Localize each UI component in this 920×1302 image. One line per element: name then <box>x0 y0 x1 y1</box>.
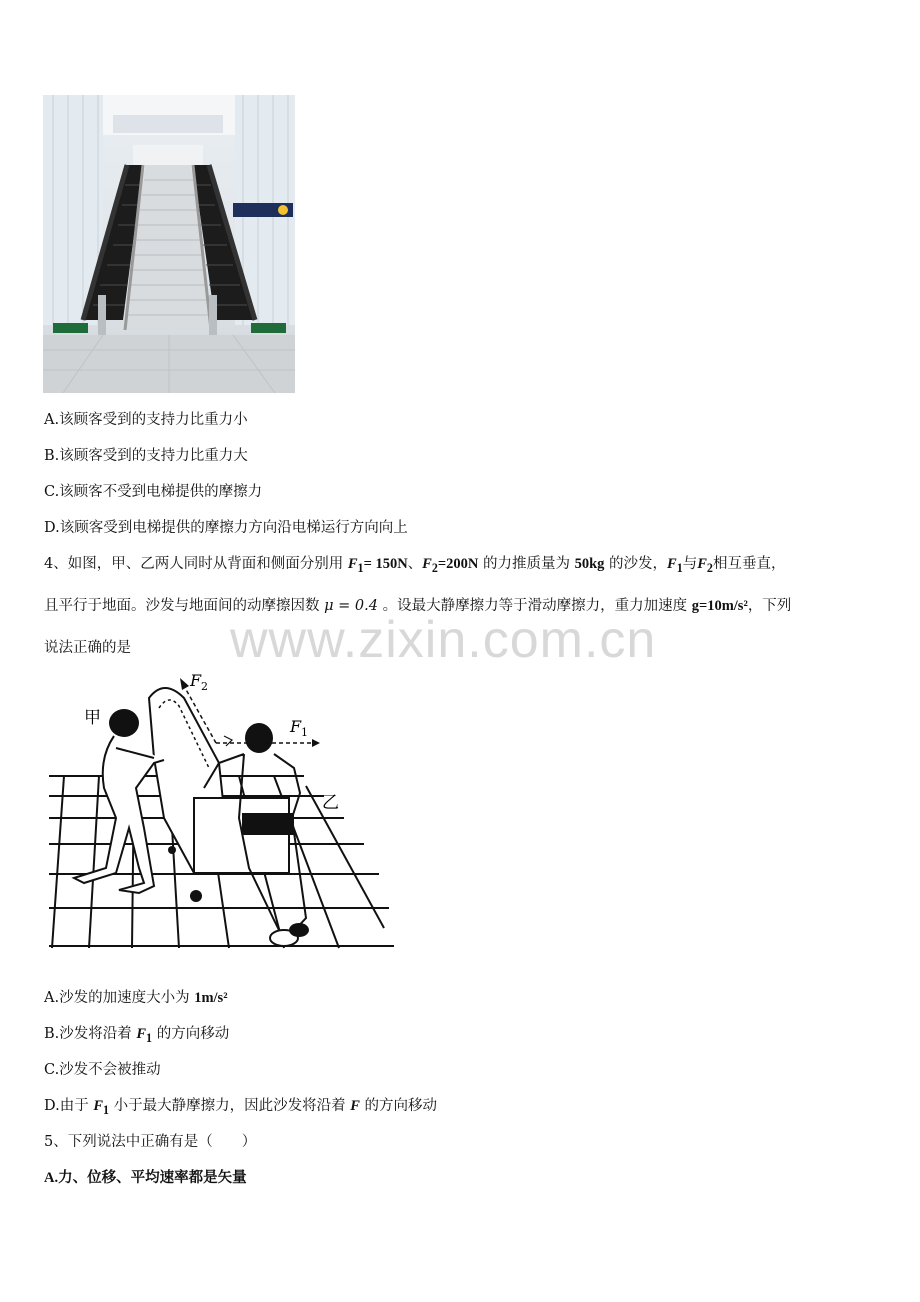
separator: 、 <box>407 556 423 572</box>
q5-stem: 5、下列说法中正确有是（ ） <box>44 1134 257 1150</box>
f1-value: = 150N <box>363 556 408 572</box>
q4-option-b-pre: B.沙发将沿着 <box>44 1026 137 1042</box>
q4-text-3: 的沙发， <box>604 556 668 572</box>
q4-stem-line-1 <box>44 554 785 578</box>
q4-option-d-sub: 1 <box>103 1102 110 1117</box>
q4-option-a <box>44 988 228 1008</box>
q4-option-d <box>44 1096 437 1120</box>
q4-option-b <box>44 1024 229 1048</box>
q4-stem-line-3: 说法正确的是 <box>44 640 131 656</box>
q4-option-c: C.沙发不会被推动 <box>44 1062 161 1078</box>
q4-option-d-sym2: F <box>350 1098 360 1114</box>
f1-subscript-2: 1 <box>676 560 683 575</box>
q4-option-d-pre: D.由于 <box>44 1098 94 1114</box>
q4-option-b-sub: 1 <box>146 1030 153 1045</box>
q4-text-7: 。设最大静摩擦力等于滑动摩擦力，重力加速度 <box>377 598 692 614</box>
q4-text-2: 的力推质量为 <box>478 556 575 572</box>
label-f1-sub: 1 <box>301 726 308 739</box>
mu-value: μ = 0.4 <box>324 598 378 614</box>
q4-option-b-post: 的方向移动 <box>152 1026 230 1042</box>
f2-subscript-2: 2 <box>706 560 713 575</box>
f2-symbol: F <box>422 556 432 572</box>
q4-option-d-sym: F <box>93 1098 103 1114</box>
mass-value: 50kg <box>574 556 605 572</box>
g-value: g=10m/s² <box>691 598 748 614</box>
f1-subscript: 1 <box>357 560 364 575</box>
q4-option-d-mid: 小于最大静摩擦力，因此沙发将沿着 <box>109 1098 351 1114</box>
sofa-push-figure <box>44 668 398 968</box>
q4-text-1: 4、如图，甲、乙两人同时从背面和侧面分别用 <box>44 556 348 572</box>
q4-option-d-post: 的方向移动 <box>359 1098 438 1114</box>
f2-subscript: 2 <box>431 560 438 575</box>
label-f2: F <box>190 671 202 690</box>
f1-symbol-2: F <box>667 556 677 572</box>
f1-symbol: F <box>347 556 358 572</box>
f2-symbol-2: F <box>697 556 707 572</box>
f2-value: =200N <box>437 556 479 572</box>
option-b: B.该顾客受到的支持力比重力大 <box>44 448 248 464</box>
option-d: D.该顾客受到电梯提供的摩擦力方向沿电梯运行方向向上 <box>44 520 408 536</box>
option-c: C.该顾客不受到电梯提供的摩擦力 <box>44 484 263 500</box>
q4-text-4: 与 <box>682 556 698 572</box>
option-a: A.该顾客受到的支持力比重力小 <box>44 412 248 428</box>
label-f2-sub: 2 <box>201 680 208 693</box>
q4-option-a-value: 1m/s² <box>194 990 228 1006</box>
label-f1: F <box>290 717 302 736</box>
q4-option-b-sym: F <box>136 1026 147 1042</box>
q4-text-8: ，下列 <box>747 598 792 614</box>
q4-option-a-text: A.沙发的加速度大小为 <box>44 990 195 1006</box>
q4-text-6: 且平行于地面。沙发与地面间的动摩擦因数 <box>44 598 325 614</box>
label-yi: 乙 <box>322 793 339 813</box>
q4-text-5: 相互垂直， <box>712 556 786 572</box>
escalator-photo <box>43 95 295 393</box>
watermark: www.zixin.com.cn <box>230 611 657 669</box>
label-jia: 甲 <box>84 708 101 728</box>
q5-option-a: A.力、位移、平均速率都是矢量 <box>44 1170 247 1186</box>
